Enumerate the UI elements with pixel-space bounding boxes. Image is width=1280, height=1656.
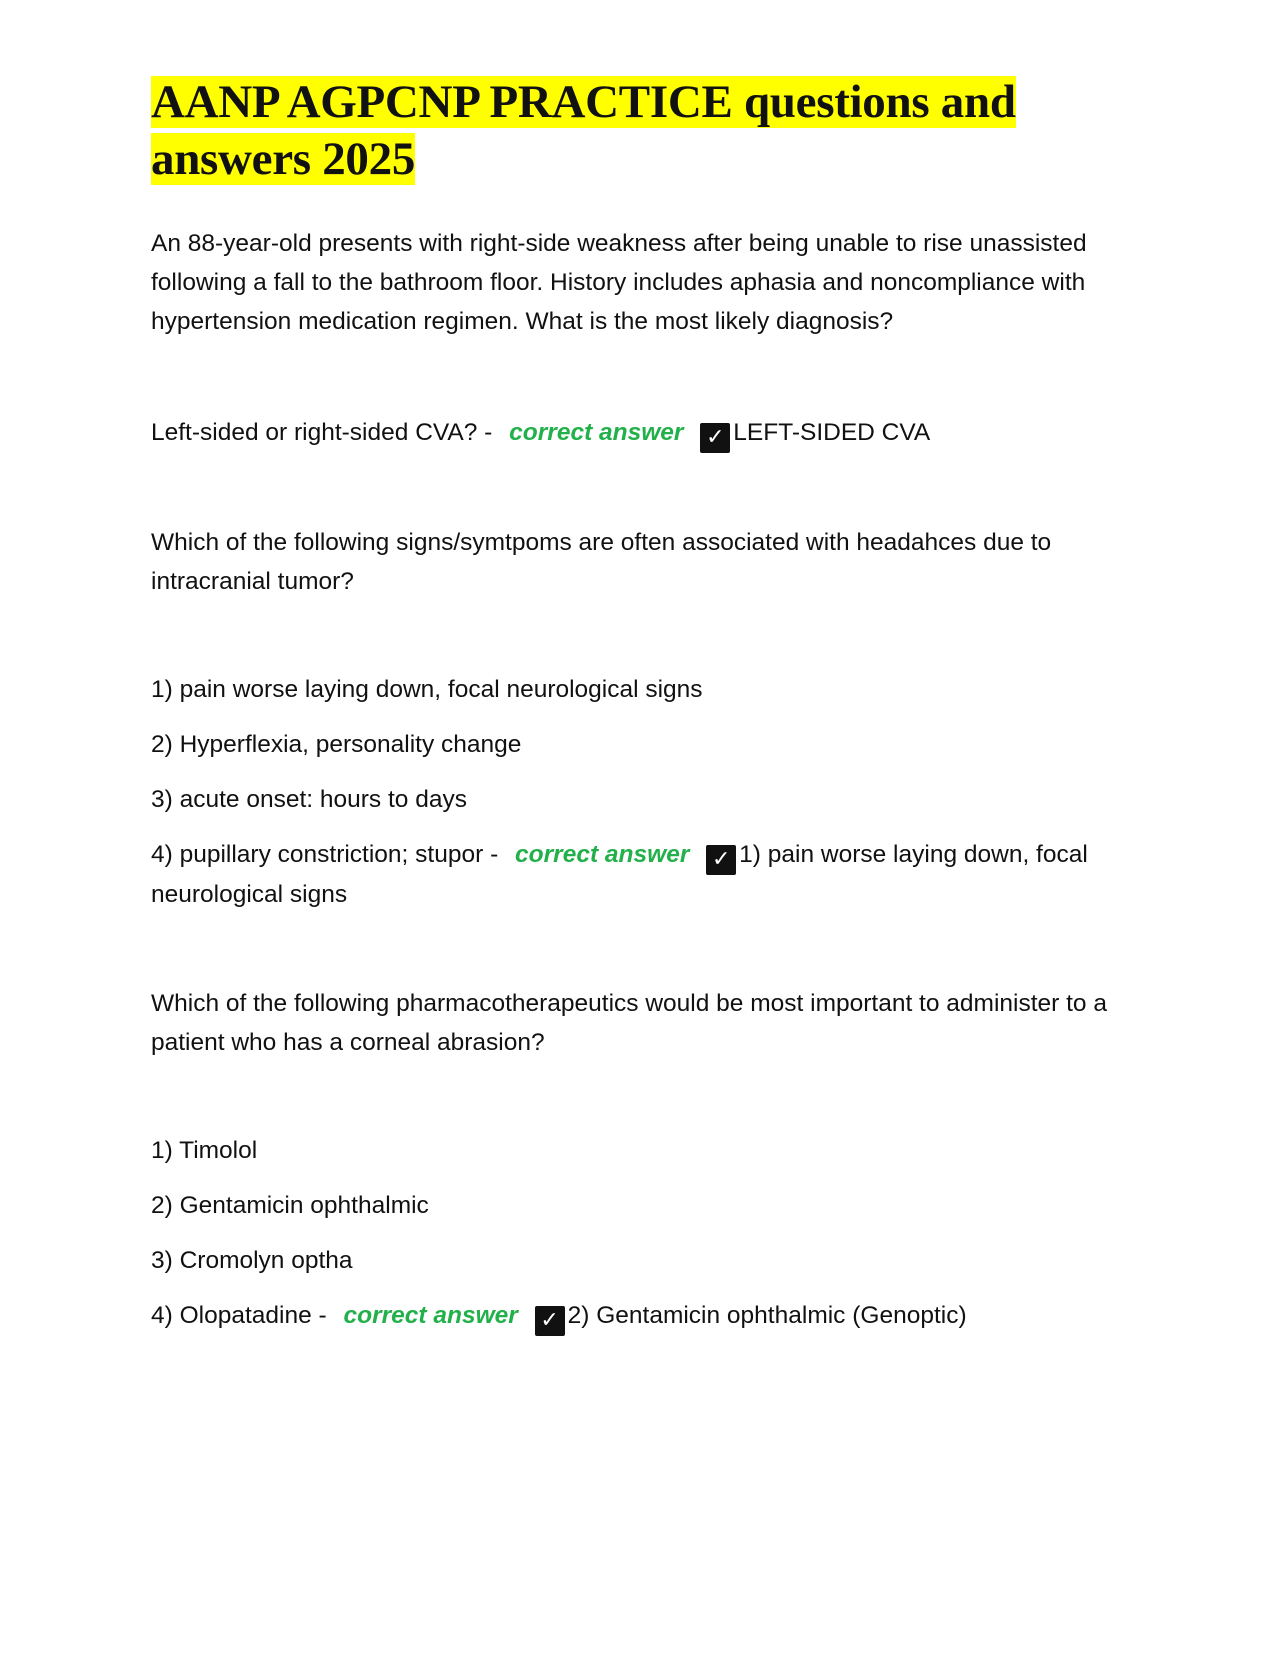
checkmark-icon: ✓: [700, 423, 730, 453]
q2-answer: 1) pain worse laying down, focal neurological signs: [151, 841, 1088, 908]
correct-answer-label: correct answer: [509, 419, 684, 446]
q1-prompt: Left-sided or right-sided CVA? -: [151, 419, 493, 446]
document-page: [151, 74, 1131, 1336]
q3-option-4: 4) Olopatadine -: [151, 1302, 327, 1329]
q2-option-3: 3) acute onset: hours to days: [151, 786, 467, 813]
checkmark-icon: ✓: [535, 1306, 565, 1336]
q1-answer: LEFT-SIDED CVA: [733, 419, 931, 446]
q3-option-1: 1) Timolol: [151, 1137, 258, 1164]
q2-option-4: 4) pupillary constriction; stupor -: [151, 841, 499, 868]
q2-stem: Which of the following signs/symtpoms are often associated with headahces due to intracranial tumor?: [151, 529, 1052, 595]
q2-option-2: 2) Hyperflexia, personality change: [151, 731, 522, 758]
q3-answer-line: [151, 1296, 1131, 1336]
correct-answer-label: correct answer: [515, 841, 690, 868]
q1-stem: An 88-year-old presents with right-side weakness after being unable to rise unassisted following a fall to the bathroom floor. History includes aphasia and noncompliance with hypertension medication regimen. What is the most likely diagnosis?: [151, 230, 1087, 335]
q2-answer-line: [151, 835, 1131, 914]
q2-option-1: 1) pain worse laying down, focal neurological signs: [151, 676, 703, 703]
document-title: [151, 74, 1131, 188]
q3-answer: 2) Gentamicin ophthalmic (Genoptic): [567, 1302, 967, 1329]
correct-answer-label: correct answer: [343, 1302, 518, 1329]
q3-option-2: 2) Gentamicin ophthalmic: [151, 1192, 429, 1219]
checkmark-icon: ✓: [706, 845, 736, 875]
q1-answer-line: [151, 413, 1131, 453]
title-highlight: AANP AGPCNP PRACTICE questions and answers 2025: [151, 76, 1016, 185]
q3-option-3: 3) Cromolyn optha: [151, 1247, 353, 1274]
q3-stem: Which of the following pharmacotherapeutics would be most important to administer to a patient who has a corneal abrasion?: [151, 990, 1107, 1056]
